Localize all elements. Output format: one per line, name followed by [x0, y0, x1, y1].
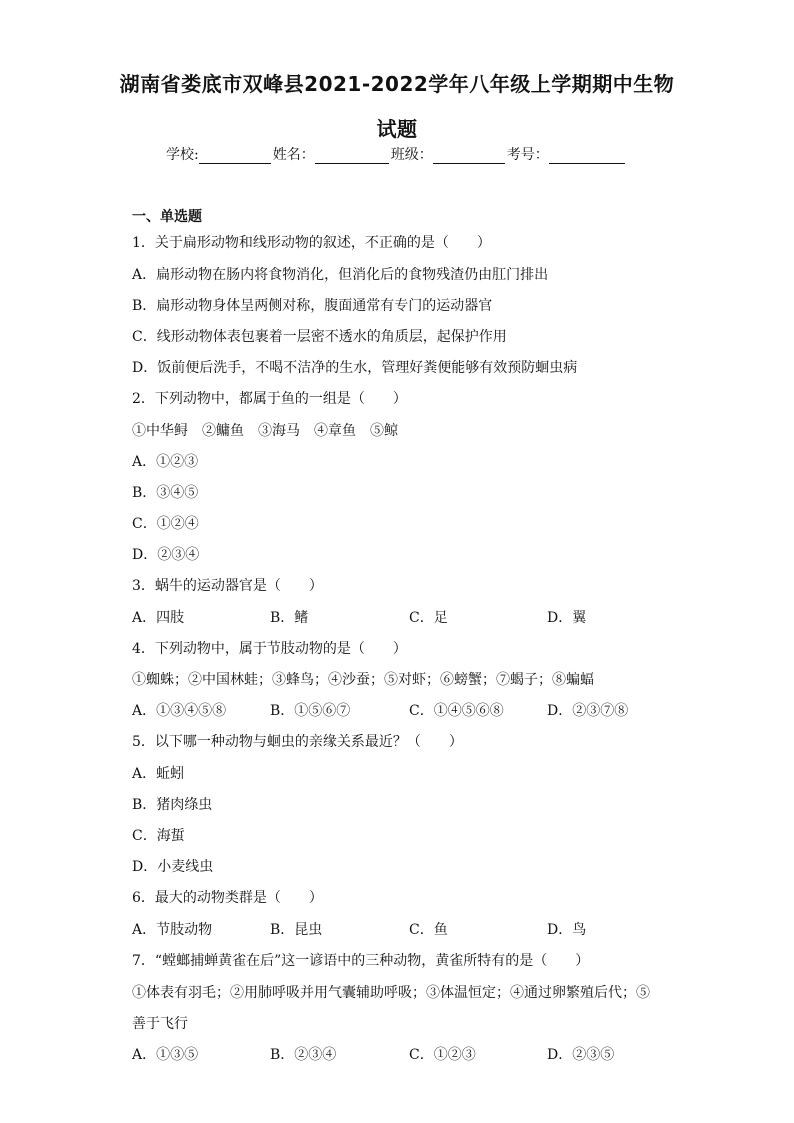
- question-3-option-b[interactable]: B．鳍: [270, 610, 309, 626]
- question-2-items: ①中华鲟 ②鳙鱼 ③海马 ④章鱼 ⑤鲸: [132, 423, 398, 439]
- question-4-option-c[interactable]: C．①④⑤⑥⑧: [409, 703, 504, 719]
- exam-number-label: 考号：: [506, 147, 549, 163]
- question-7-stem: 7．“螳螂捕蝉黄雀在后”这一谚语中的三种动物，黄雀所特有的是（ ）: [132, 953, 590, 969]
- section-heading: 一、单选题: [132, 209, 202, 225]
- question-5-option-c[interactable]: C．海蜇: [132, 828, 185, 844]
- name-blank[interactable]: [315, 147, 389, 164]
- question-7-items-line2: 善于飞行: [132, 1016, 188, 1032]
- question-2-option-c[interactable]: C．①②④: [132, 516, 199, 532]
- question-1-option-a[interactable]: A．扁形动物在肠内将食物消化，但消化后的食物残渣仍由肛门排出: [132, 267, 549, 283]
- question-1-stem: 1．关于扁形动物和线形动物的叙述，不正确的是（ ）: [132, 235, 491, 251]
- question-6-option-c[interactable]: C．鱼: [409, 922, 448, 938]
- question-6-stem: 6．最大的动物类群是（ ）: [132, 890, 323, 906]
- school-blank[interactable]: [199, 147, 271, 164]
- question-3-stem: 3．蜗牛的运动器官是（ ）: [132, 578, 323, 594]
- question-3-option-c[interactable]: C．足: [409, 610, 448, 626]
- question-6-option-d[interactable]: D．鸟: [547, 922, 587, 938]
- question-2-option-a[interactable]: A．①②③: [132, 454, 199, 470]
- question-7-option-b[interactable]: B．②③④: [270, 1047, 337, 1063]
- question-5-option-b[interactable]: B．猪肉绦虫: [132, 797, 213, 813]
- question-2-option-d[interactable]: D．②③④: [132, 547, 200, 563]
- question-5-option-d[interactable]: D．小麦线虫: [132, 859, 214, 875]
- question-4-stem: 4．下列动物中，属于节肢动物的是（ ）: [132, 641, 407, 657]
- question-7-option-d[interactable]: D．②③⑤: [547, 1047, 615, 1063]
- page-title-line2: 试题: [376, 117, 418, 141]
- question-2-stem: 2．下列动物中，都属于鱼的一组是（ ）: [132, 391, 407, 407]
- question-1-option-c[interactable]: C．线形动物体表包裹着一层密不透水的角质层，起保护作用: [132, 329, 507, 345]
- question-1-option-b[interactable]: B．扁形动物身体呈两侧对称，腹面通常有专门的运动器官: [132, 298, 493, 314]
- class-label: 班级：: [390, 147, 433, 163]
- question-7-option-a[interactable]: A．①③⑤: [132, 1047, 199, 1063]
- question-4-option-a[interactable]: A．①③④⑤⑧: [132, 703, 227, 719]
- student-info-row: [166, 144, 627, 164]
- question-5-stem: 5．以下哪一种动物与蛔虫的亲缘关系最近？（ ）: [132, 734, 463, 750]
- question-3-option-a[interactable]: A．四肢: [132, 610, 185, 626]
- question-6-option-a[interactable]: A．节肢动物: [132, 922, 213, 938]
- question-3-option-d[interactable]: D．翼: [547, 610, 587, 626]
- name-label: 姓名：: [272, 147, 315, 163]
- question-2-option-b[interactable]: B．③④⑤: [132, 485, 199, 501]
- school-label: 学校:: [166, 147, 199, 163]
- question-7-items-line1: ①体表有羽毛；②用肺呼吸并用气囊辅助呼吸；③体温恒定；④通过卵繁殖后代；⑤: [132, 985, 650, 1001]
- page-title: 湖南省娄底市双峰县2021-2022学年八年级上学期期中生物: [119, 72, 675, 96]
- question-6-option-b[interactable]: B．昆虫: [270, 922, 323, 938]
- question-4-option-d[interactable]: D．②③⑦⑧: [547, 703, 629, 719]
- class-blank[interactable]: [433, 147, 505, 164]
- question-4-option-b[interactable]: B．①⑤⑥⑦: [270, 703, 351, 719]
- question-7-option-c[interactable]: C．①②③: [409, 1047, 476, 1063]
- question-5-option-a[interactable]: A．蚯蚓: [132, 766, 185, 782]
- question-1-option-d[interactable]: D．饭前便后洗手，不喝不洁净的生水，管理好粪便能够有效预防蛔虫病: [132, 360, 578, 376]
- exam-number-blank[interactable]: [549, 147, 625, 164]
- question-4-items: ①蜘蛛；②中国林蛙；③蜂鸟；④沙蚕；⑤对虾；⑥螃蟹；⑦蝎子；⑧蝙蝠: [132, 672, 594, 688]
